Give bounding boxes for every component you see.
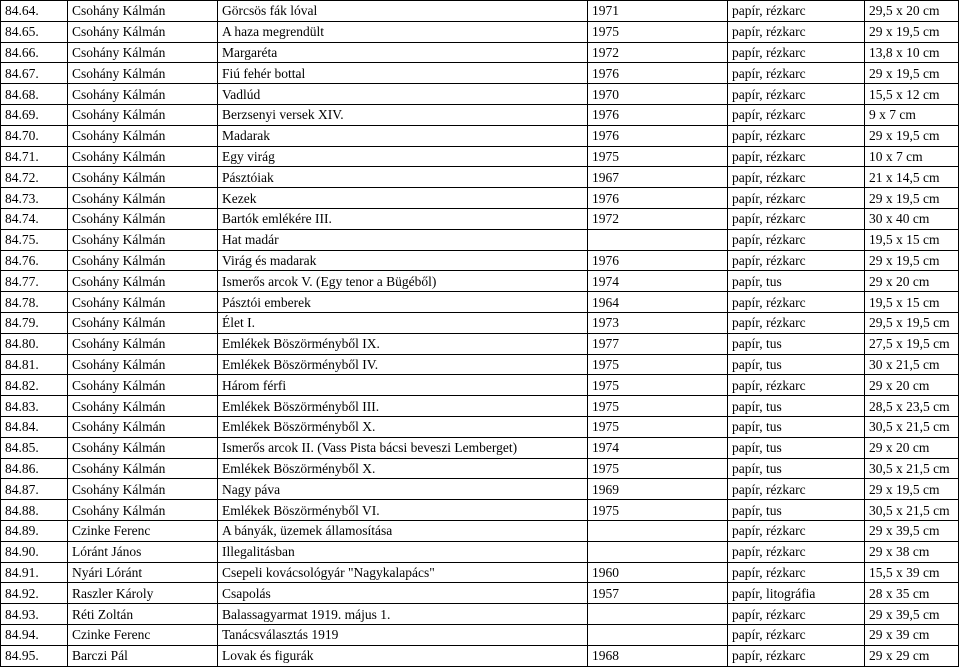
technique-cell: papír, rézkarc xyxy=(728,146,865,167)
table-row xyxy=(1,42,959,63)
artist-cell: Csohány Kálmán xyxy=(68,84,218,105)
size-cell: 27,5 x 19,5 cm xyxy=(865,333,959,354)
artist-cell: Réti Zoltán xyxy=(68,604,218,625)
inventory-number-cell: 84.92. xyxy=(1,583,68,604)
year-cell: 1975 xyxy=(588,416,728,437)
artist-cell: Czinke Ferenc xyxy=(68,624,218,645)
title-cell: Egy virág xyxy=(218,146,588,167)
artist-cell: Csohány Kálmán xyxy=(68,416,218,437)
size-cell: 29 x 39,5 cm xyxy=(865,520,959,541)
artist-cell: Csohány Kálmán xyxy=(68,229,218,250)
size-cell: 28 x 35 cm xyxy=(865,583,959,604)
title-cell: Csapolás xyxy=(218,583,588,604)
technique-cell: papír, tus xyxy=(728,354,865,375)
title-cell: A bányák, üzemek államosítása xyxy=(218,520,588,541)
inventory-number-cell: 84.85. xyxy=(1,437,68,458)
technique-cell: papír, rézkarc xyxy=(728,229,865,250)
artist-cell: Nyári Lóránt xyxy=(68,562,218,583)
inventory-number-cell: 84.66. xyxy=(1,42,68,63)
inventory-number-cell: 84.90. xyxy=(1,541,68,562)
inventory-number-cell: 84.94. xyxy=(1,624,68,645)
inventory-number-cell: 84.70. xyxy=(1,125,68,146)
technique-cell: papír, rézkarc xyxy=(728,104,865,125)
year-cell: 1960 xyxy=(588,562,728,583)
table-row xyxy=(1,125,959,146)
table-row xyxy=(1,541,959,562)
artist-cell: Csohány Kálmán xyxy=(68,437,218,458)
artist-cell: Raszler Károly xyxy=(68,583,218,604)
table-row xyxy=(1,63,959,84)
title-cell: Madarak xyxy=(218,125,588,146)
technique-cell: papír, tus xyxy=(728,271,865,292)
inventory-number-cell: 84.73. xyxy=(1,188,68,209)
title-cell: Emlékek Böszörményből X. xyxy=(218,416,588,437)
title-cell: Nagy páva xyxy=(218,479,588,500)
size-cell: 15,5 x 39 cm xyxy=(865,562,959,583)
table-row xyxy=(1,333,959,354)
size-cell: 10 x 7 cm xyxy=(865,146,959,167)
year-cell xyxy=(588,541,728,562)
size-cell: 19,5 x 15 cm xyxy=(865,292,959,313)
title-cell: Illegalitásban xyxy=(218,541,588,562)
size-cell: 29 x 20 cm xyxy=(865,375,959,396)
size-cell: 30 x 21,5 cm xyxy=(865,354,959,375)
size-cell: 29 x 20 cm xyxy=(865,271,959,292)
technique-cell: papír, rézkarc xyxy=(728,208,865,229)
inventory-number-cell: 84.68. xyxy=(1,84,68,105)
artist-cell: Csohány Kálmán xyxy=(68,271,218,292)
year-cell: 1976 xyxy=(588,250,728,271)
technique-cell: papír, rézkarc xyxy=(728,520,865,541)
inventory-number-cell: 84.72. xyxy=(1,167,68,188)
table-row xyxy=(1,396,959,417)
technique-cell: papír, rézkarc xyxy=(728,645,865,666)
technique-cell: papír, rézkarc xyxy=(728,375,865,396)
year-cell: 1957 xyxy=(588,583,728,604)
artist-cell: Csohány Kálmán xyxy=(68,500,218,521)
technique-cell: papír, rézkarc xyxy=(728,188,865,209)
size-cell: 29 x 19,5 cm xyxy=(865,479,959,500)
table-row xyxy=(1,146,959,167)
size-cell: 29 x 39,5 cm xyxy=(865,604,959,625)
size-cell: 29 x 39 cm xyxy=(865,624,959,645)
artist-cell: Csohány Kálmán xyxy=(68,104,218,125)
table-row xyxy=(1,229,959,250)
year-cell: 1970 xyxy=(588,84,728,105)
technique-cell: papír, rézkarc xyxy=(728,541,865,562)
year-cell: 1975 xyxy=(588,396,728,417)
size-cell: 29 x 19,5 cm xyxy=(865,21,959,42)
size-cell: 29 x 19,5 cm xyxy=(865,125,959,146)
inventory-number-cell: 84.83. xyxy=(1,396,68,417)
technique-cell: papír, tus xyxy=(728,396,865,417)
table-row xyxy=(1,21,959,42)
title-cell: Emlékek Böszörményből III. xyxy=(218,396,588,417)
year-cell: 1975 xyxy=(588,354,728,375)
year-cell xyxy=(588,604,728,625)
artist-cell: Csohány Kálmán xyxy=(68,292,218,313)
inventory-number-cell: 84.77. xyxy=(1,271,68,292)
title-cell: A haza megrendült xyxy=(218,21,588,42)
table-row xyxy=(1,104,959,125)
inventory-number-cell: 84.84. xyxy=(1,416,68,437)
year-cell: 1975 xyxy=(588,500,728,521)
year-cell: 1976 xyxy=(588,125,728,146)
artist-cell: Barczi Pál xyxy=(68,645,218,666)
technique-cell: papír, rézkarc xyxy=(728,604,865,625)
inventory-number-cell: 84.89. xyxy=(1,520,68,541)
technique-cell: papír, rézkarc xyxy=(728,42,865,63)
technique-cell: papír, tus xyxy=(728,333,865,354)
size-cell: 29 x 19,5 cm xyxy=(865,63,959,84)
technique-cell: papír, rézkarc xyxy=(728,63,865,84)
inventory-number-cell: 84.74. xyxy=(1,208,68,229)
table-row xyxy=(1,375,959,396)
artist-cell: Lóránt János xyxy=(68,541,218,562)
size-cell: 30,5 x 21,5 cm xyxy=(865,416,959,437)
inventory-number-cell: 84.82. xyxy=(1,375,68,396)
technique-cell: papír, rézkarc xyxy=(728,312,865,333)
artist-cell: Csohány Kálmán xyxy=(68,1,218,22)
year-cell: 1976 xyxy=(588,104,728,125)
artist-cell: Csohány Kálmán xyxy=(68,354,218,375)
title-cell: Élet I. xyxy=(218,312,588,333)
table-row xyxy=(1,250,959,271)
year-cell: 1974 xyxy=(588,271,728,292)
artist-cell: Csohány Kálmán xyxy=(68,375,218,396)
table-row xyxy=(1,84,959,105)
year-cell: 1974 xyxy=(588,437,728,458)
table-row xyxy=(1,188,959,209)
table-row xyxy=(1,479,959,500)
year-cell: 1973 xyxy=(588,312,728,333)
table-row xyxy=(1,645,959,666)
year-cell: 1975 xyxy=(588,146,728,167)
year-cell: 1972 xyxy=(588,42,728,63)
technique-cell: papír, rézkarc xyxy=(728,21,865,42)
title-cell: Vadlúd xyxy=(218,84,588,105)
title-cell: Ismerős arcok II. (Vass Pista bácsi beveszi Lemberget) xyxy=(218,437,588,458)
year-cell: 1972 xyxy=(588,208,728,229)
year-cell: 1975 xyxy=(588,21,728,42)
title-cell: Pásztói emberek xyxy=(218,292,588,313)
technique-cell: papír, rézkarc xyxy=(728,84,865,105)
title-cell: Görcsös fák lóval xyxy=(218,1,588,22)
size-cell: 28,5 x 23,5 cm xyxy=(865,396,959,417)
inventory-number-cell: 84.79. xyxy=(1,312,68,333)
artist-cell: Csohány Kálmán xyxy=(68,250,218,271)
artist-cell: Csohány Kálmán xyxy=(68,125,218,146)
table-row xyxy=(1,208,959,229)
inventory-number-cell: 84.76. xyxy=(1,250,68,271)
size-cell: 29 x 38 cm xyxy=(865,541,959,562)
size-cell: 19,5 x 15 cm xyxy=(865,229,959,250)
table-row xyxy=(1,624,959,645)
artist-cell: Csohány Kálmán xyxy=(68,63,218,84)
inventory-number-cell: 84.69. xyxy=(1,104,68,125)
table-row xyxy=(1,292,959,313)
size-cell: 30 x 40 cm xyxy=(865,208,959,229)
year-cell: 1969 xyxy=(588,479,728,500)
size-cell: 21 x 14,5 cm xyxy=(865,167,959,188)
title-cell: Margaréta xyxy=(218,42,588,63)
year-cell: 1968 xyxy=(588,645,728,666)
title-cell: Lovak és figurák xyxy=(218,645,588,666)
artist-cell: Csohány Kálmán xyxy=(68,312,218,333)
size-cell: 29,5 x 20 cm xyxy=(865,1,959,22)
table-row xyxy=(1,271,959,292)
year-cell: 1971 xyxy=(588,1,728,22)
inventory-number-cell: 84.81. xyxy=(1,354,68,375)
title-cell: Berzsenyi versek XIV. xyxy=(218,104,588,125)
year-cell: 1976 xyxy=(588,63,728,84)
technique-cell: papír, litográfia xyxy=(728,583,865,604)
table-row xyxy=(1,1,959,22)
table-row xyxy=(1,312,959,333)
artist-cell: Csohány Kálmán xyxy=(68,21,218,42)
title-cell: Virág és madarak xyxy=(218,250,588,271)
year-cell: 1975 xyxy=(588,375,728,396)
inventory-number-cell: 84.87. xyxy=(1,479,68,500)
technique-cell: papír, rézkarc xyxy=(728,292,865,313)
technique-cell: papír, tus xyxy=(728,458,865,479)
title-cell: Ismerős arcok V. (Egy tenor a Bügéből) xyxy=(218,271,588,292)
technique-cell: papír, rézkarc xyxy=(728,167,865,188)
title-cell: Csepeli kovácsológyár "Nagykalapács" xyxy=(218,562,588,583)
title-cell: Fiú fehér bottal xyxy=(218,63,588,84)
size-cell: 13,8 x 10 cm xyxy=(865,42,959,63)
size-cell: 29,5 x 19,5 cm xyxy=(865,312,959,333)
artist-cell: Csohány Kálmán xyxy=(68,333,218,354)
catalog-body xyxy=(1,1,959,667)
title-cell: Hat madár xyxy=(218,229,588,250)
year-cell: 1975 xyxy=(588,458,728,479)
year-cell xyxy=(588,520,728,541)
year-cell: 1976 xyxy=(588,188,728,209)
technique-cell: papír, rézkarc xyxy=(728,479,865,500)
title-cell: Emlékek Böszörményből VI. xyxy=(218,500,588,521)
artist-cell: Csohány Kálmán xyxy=(68,146,218,167)
inventory-number-cell: 84.71. xyxy=(1,146,68,167)
inventory-number-cell: 84.67. xyxy=(1,63,68,84)
size-cell: 30,5 x 21,5 cm xyxy=(865,500,959,521)
technique-cell: papír, tus xyxy=(728,437,865,458)
title-cell: Emlékek Böszörményből X. xyxy=(218,458,588,479)
table-row xyxy=(1,458,959,479)
size-cell: 30,5 x 21,5 cm xyxy=(865,458,959,479)
artist-cell: Csohány Kálmán xyxy=(68,458,218,479)
technique-cell: papír, rézkarc xyxy=(728,125,865,146)
artist-cell: Csohány Kálmán xyxy=(68,167,218,188)
title-cell: Emlékek Böszörményből IV. xyxy=(218,354,588,375)
year-cell: 1977 xyxy=(588,333,728,354)
inventory-number-cell: 84.64. xyxy=(1,1,68,22)
title-cell: Pásztóiak xyxy=(218,167,588,188)
table-row xyxy=(1,500,959,521)
size-cell: 9 x 7 cm xyxy=(865,104,959,125)
table-row xyxy=(1,604,959,625)
technique-cell: papír, rézkarc xyxy=(728,624,865,645)
table-row xyxy=(1,354,959,375)
size-cell: 15,5 x 12 cm xyxy=(865,84,959,105)
size-cell: 29 x 19,5 cm xyxy=(865,188,959,209)
table-row xyxy=(1,520,959,541)
inventory-number-cell: 84.75. xyxy=(1,229,68,250)
artist-cell: Csohány Kálmán xyxy=(68,188,218,209)
table-row xyxy=(1,167,959,188)
artist-cell: Csohány Kálmán xyxy=(68,479,218,500)
year-cell xyxy=(588,229,728,250)
technique-cell: papír, rézkarc xyxy=(728,1,865,22)
size-cell: 29 x 19,5 cm xyxy=(865,250,959,271)
title-cell: Emlékek Böszörményből IX. xyxy=(218,333,588,354)
artist-cell: Csohány Kálmán xyxy=(68,42,218,63)
title-cell: Bartók emlékére III. xyxy=(218,208,588,229)
inventory-number-cell: 84.91. xyxy=(1,562,68,583)
inventory-number-cell: 84.93. xyxy=(1,604,68,625)
inventory-number-cell: 84.65. xyxy=(1,21,68,42)
size-cell: 29 x 29 cm xyxy=(865,645,959,666)
title-cell: Három férfi xyxy=(218,375,588,396)
artist-cell: Csohány Kálmán xyxy=(68,208,218,229)
table-row xyxy=(1,437,959,458)
technique-cell: papír, rézkarc xyxy=(728,250,865,271)
title-cell: Balassagyarmat 1919. május 1. xyxy=(218,604,588,625)
year-cell: 1967 xyxy=(588,167,728,188)
artist-cell: Csohány Kálmán xyxy=(68,396,218,417)
table-row xyxy=(1,583,959,604)
size-cell: 29 x 20 cm xyxy=(865,437,959,458)
technique-cell: papír, tus xyxy=(728,416,865,437)
inventory-number-cell: 84.80. xyxy=(1,333,68,354)
inventory-number-cell: 84.78. xyxy=(1,292,68,313)
title-cell: Tanácsválasztás 1919 xyxy=(218,624,588,645)
inventory-number-cell: 84.88. xyxy=(1,500,68,521)
inventory-number-cell: 84.86. xyxy=(1,458,68,479)
table-row xyxy=(1,562,959,583)
table-row xyxy=(1,416,959,437)
year-cell: 1964 xyxy=(588,292,728,313)
year-cell xyxy=(588,624,728,645)
title-cell: Kezek xyxy=(218,188,588,209)
technique-cell: papír, rézkarc xyxy=(728,562,865,583)
inventory-number-cell: 84.95. xyxy=(1,645,68,666)
technique-cell: papír, tus xyxy=(728,500,865,521)
artist-cell: Czinke Ferenc xyxy=(68,520,218,541)
